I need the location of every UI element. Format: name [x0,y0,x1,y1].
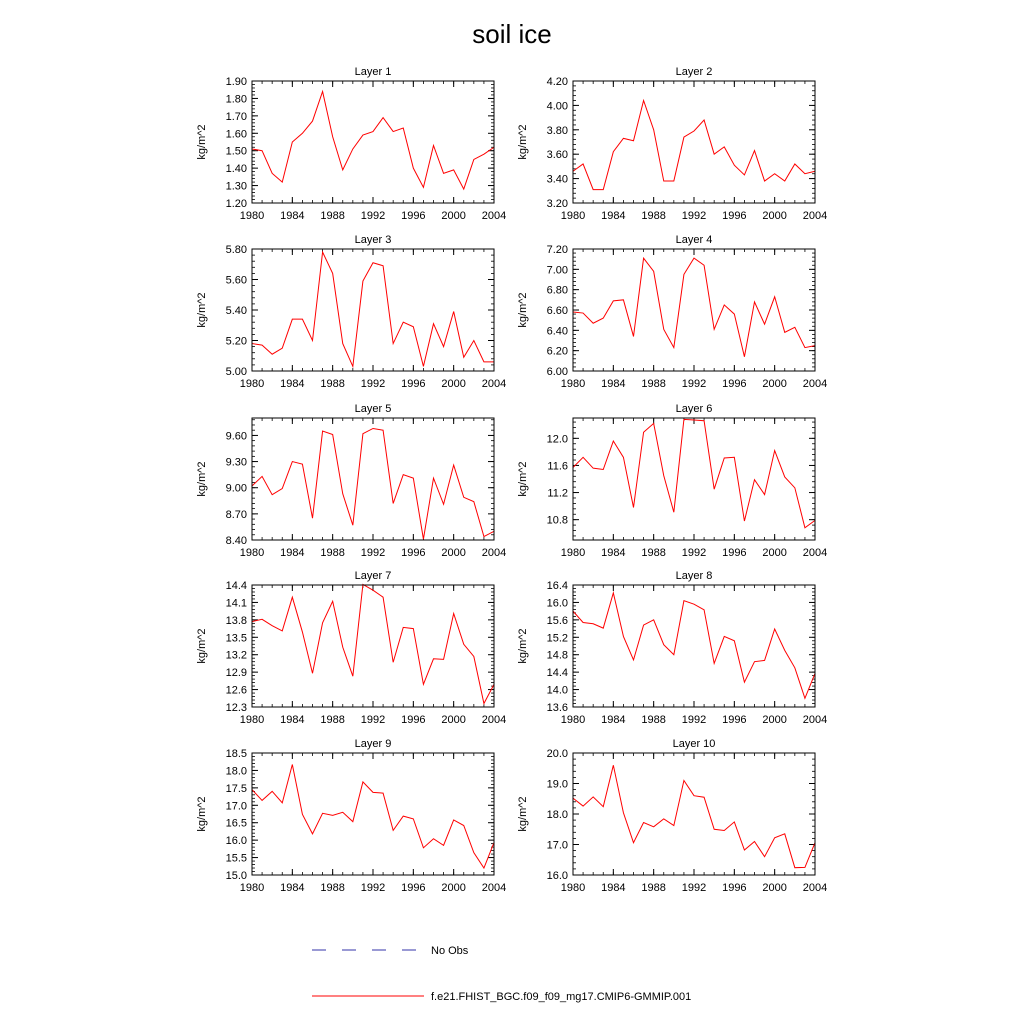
x-tick-label: 1992 [360,547,386,559]
y-tick-label: 9.60 [225,430,247,443]
y-tick-label: 1.40 [225,163,247,176]
series-line [573,258,815,357]
y-axis-label: kg/m^2 [517,796,529,832]
figure-title: soil ice [472,19,552,49]
x-tick-label: 1984 [601,210,626,222]
y-tick-label: 15.2 [546,632,568,645]
series-line [252,428,494,539]
x-tick-label: 2000 [762,210,787,222]
x-tick-label: 2000 [441,714,466,726]
x-tick-label: 1980 [239,378,265,390]
y-tick-label: 12.3 [225,702,247,714]
panel-title: Layer 8 [675,570,713,582]
x-tick-label: 1984 [280,714,305,726]
plot-frame [573,81,815,203]
y-tick-label: 1.90 [225,76,247,88]
x-tick-label: 1992 [681,882,707,894]
x-tick-label: 1988 [641,547,666,559]
x-tick-label: 1984 [601,714,626,726]
series-line [252,765,494,869]
y-tick-label: 11.6 [547,460,568,473]
y-tick-label: 1.80 [225,93,247,106]
panel-layer-3 [196,234,506,390]
y-tick-label: 14.4 [546,667,568,680]
y-tick-label: 3.60 [546,149,568,162]
series-line [573,101,815,190]
x-tick-label: 1988 [320,714,345,726]
series-line [573,593,815,698]
x-tick-label: 2000 [762,378,787,390]
y-tick-label: 5.80 [225,244,247,256]
plot-frame [573,418,815,540]
x-tick-label: 1996 [722,714,747,726]
y-tick-label: 11.2 [547,487,568,500]
y-axis-label: kg/m^2 [517,292,529,328]
y-tick-label: 16.4 [546,580,568,592]
x-tick-label: 1988 [320,210,345,222]
panel-layer-5 [196,403,506,559]
x-tick-label: 1992 [681,547,707,559]
x-tick-label: 1992 [360,714,386,726]
y-tick-label: 3.20 [546,198,568,210]
x-tick-label: 1984 [280,547,305,559]
x-tick-label: 1980 [560,378,586,390]
y-tick-label: 6.60 [546,305,568,317]
x-tick-label: 1980 [560,714,586,726]
x-tick-label: 1996 [401,882,426,894]
x-tick-label: 2004 [481,882,507,894]
y-tick-label: 6.40 [546,325,568,338]
y-tick-label: 6.00 [546,366,568,378]
y-axis-label: kg/m^2 [196,796,208,832]
y-tick-label: 4.20 [546,76,568,88]
y-tick-label: 5.20 [225,335,247,348]
panel-title: Layer 1 [354,66,392,78]
x-tick-label: 1980 [560,210,586,222]
x-tick-label: 1992 [360,210,386,222]
y-tick-label: 7.20 [546,244,568,256]
y-tick-label: 15.5 [225,852,247,865]
y-tick-label: 14.8 [546,649,568,662]
y-tick-label: 12.0 [546,433,568,446]
y-tick-label: 17.0 [546,839,568,852]
legend-label: No Obs [431,945,469,957]
panel-layer-9 [196,738,506,894]
y-tick-label: 4.00 [546,100,568,113]
y-tick-label: 16.0 [546,870,568,882]
x-tick-label: 2004 [802,882,828,894]
y-tick-label: 16.5 [225,817,247,830]
y-tick-label: 3.80 [546,124,568,137]
legend-item [312,991,691,1003]
x-tick-label: 1992 [681,210,707,222]
y-axis-label: kg/m^2 [196,461,208,497]
plot-frame [573,753,815,875]
y-tick-label: 5.00 [225,366,247,378]
plot-frame [252,585,494,707]
x-tick-label: 1984 [280,378,305,390]
y-tick-label: 13.8 [225,614,247,627]
y-tick-label: 14.1 [225,597,247,610]
x-tick-label: 1980 [239,210,265,222]
x-tick-label: 2004 [802,547,828,559]
x-tick-label: 2004 [481,210,507,222]
panel-layer-6 [517,403,827,559]
x-tick-label: 1992 [681,714,707,726]
y-tick-label: 14.0 [546,684,568,697]
x-tick-label: 1980 [239,547,265,559]
y-tick-label: 1.20 [225,198,247,210]
y-tick-label: 7.00 [546,264,568,277]
y-tick-label: 5.60 [225,274,247,287]
y-tick-label: 18.0 [225,765,247,778]
y-tick-label: 18.0 [546,809,568,821]
x-tick-label: 1996 [722,378,747,390]
x-tick-label: 1996 [401,547,426,559]
y-tick-label: 1.70 [225,110,247,123]
x-tick-label: 2000 [762,547,787,559]
x-tick-label: 1996 [722,882,747,894]
y-tick-label: 9.00 [225,482,247,495]
series-line [252,91,494,189]
y-tick-label: 1.50 [225,145,247,158]
panel-layer-4 [517,234,827,390]
panel-title: Layer 2 [675,66,713,78]
y-tick-label: 5.40 [225,305,247,317]
x-tick-label: 2004 [481,714,507,726]
x-tick-label: 2004 [481,547,507,559]
x-tick-label: 1996 [401,714,426,726]
panel-layer-8 [517,570,827,726]
x-tick-label: 1992 [681,378,707,390]
x-tick-label: 1988 [320,378,345,390]
panel-title: Layer 4 [675,234,713,246]
y-axis-label: kg/m^2 [517,461,529,497]
x-tick-label: 1992 [360,378,386,390]
panels [196,66,827,894]
y-tick-label: 12.9 [225,667,247,680]
x-tick-label: 2004 [802,210,828,222]
y-tick-label: 1.30 [225,180,247,193]
panel-title: Layer 5 [354,403,392,415]
x-tick-label: 1992 [360,882,386,894]
series-line [252,252,494,366]
y-tick-label: 10.8 [546,514,568,527]
x-tick-label: 2000 [441,882,466,894]
x-tick-label: 2004 [481,378,507,390]
y-tick-label: 8.70 [225,508,247,521]
panel-title: Layer 6 [675,403,713,415]
x-tick-label: 1984 [601,547,626,559]
y-axis-label: kg/m^2 [196,124,208,160]
x-tick-label: 1984 [280,210,305,222]
x-tick-label: 1996 [401,378,426,390]
panel-title: Layer 7 [354,570,392,582]
legend-label: f.e21.FHIST_BGC.f09_f09_mg17.CMIP6-GMMIP.001 [431,991,692,1003]
plot-frame [252,249,494,371]
series-line [252,584,494,703]
y-tick-label: 20.0 [546,748,568,760]
x-tick-label: 1980 [239,714,265,726]
y-tick-label: 6.20 [546,345,568,358]
panel-title: Layer 3 [354,234,392,246]
y-axis-label: kg/m^2 [517,124,529,160]
panel-layer-10 [517,738,827,894]
y-tick-label: 18.5 [225,748,247,760]
y-tick-label: 14.4 [225,580,247,592]
x-tick-label: 1980 [239,882,265,894]
y-tick-label: 13.6 [546,702,568,714]
x-tick-label: 2004 [802,714,828,726]
x-tick-label: 1984 [601,882,626,894]
y-tick-label: 15.6 [546,614,568,627]
y-tick-label: 8.40 [225,535,247,547]
x-tick-label: 1984 [280,882,305,894]
x-tick-label: 1988 [320,882,345,894]
y-tick-label: 13.5 [225,632,247,645]
y-tick-label: 13.2 [225,649,247,662]
plot-frame [573,585,815,707]
y-axis-label: kg/m^2 [196,292,208,328]
legend [312,945,691,1003]
x-tick-label: 2000 [762,882,787,894]
plot-frame [252,81,494,203]
x-tick-label: 2000 [762,714,787,726]
x-tick-label: 1996 [401,210,426,222]
series-line [573,419,815,527]
y-axis-label: kg/m^2 [517,628,529,664]
y-tick-label: 16.0 [546,597,568,610]
x-tick-label: 2000 [441,378,466,390]
x-tick-label: 1988 [320,547,345,559]
y-tick-label: 3.40 [546,173,568,186]
x-tick-label: 2000 [441,547,466,559]
y-tick-label: 15.0 [225,870,247,882]
x-tick-label: 1988 [641,210,666,222]
x-tick-label: 1988 [641,882,666,894]
y-tick-label: 19.0 [546,778,568,791]
y-tick-label: 12.6 [225,684,247,697]
y-tick-label: 9.30 [225,456,247,469]
x-tick-label: 1988 [641,378,666,390]
x-tick-label: 1988 [641,714,666,726]
y-tick-label: 17.5 [225,782,247,795]
panel-layer-1 [196,66,506,222]
x-tick-label: 1980 [560,882,586,894]
panel-title: Layer 9 [354,738,392,750]
panel-title: Layer 10 [672,738,716,750]
y-tick-label: 1.60 [225,128,247,141]
x-tick-label: 1984 [601,378,626,390]
x-tick-label: 1996 [722,547,747,559]
legend-item [312,945,469,957]
x-tick-label: 2004 [802,378,828,390]
panel-layer-2 [517,66,827,222]
y-axis-label: kg/m^2 [196,628,208,664]
y-tick-label: 17.0 [225,800,247,813]
y-tick-label: 16.0 [225,835,247,848]
plot-frame [252,753,494,875]
series-line [573,765,815,867]
panel-layer-7 [196,570,506,726]
y-tick-label: 6.80 [546,284,568,297]
x-tick-label: 1996 [722,210,747,222]
x-tick-label: 2000 [441,210,466,222]
x-tick-label: 1980 [560,547,586,559]
